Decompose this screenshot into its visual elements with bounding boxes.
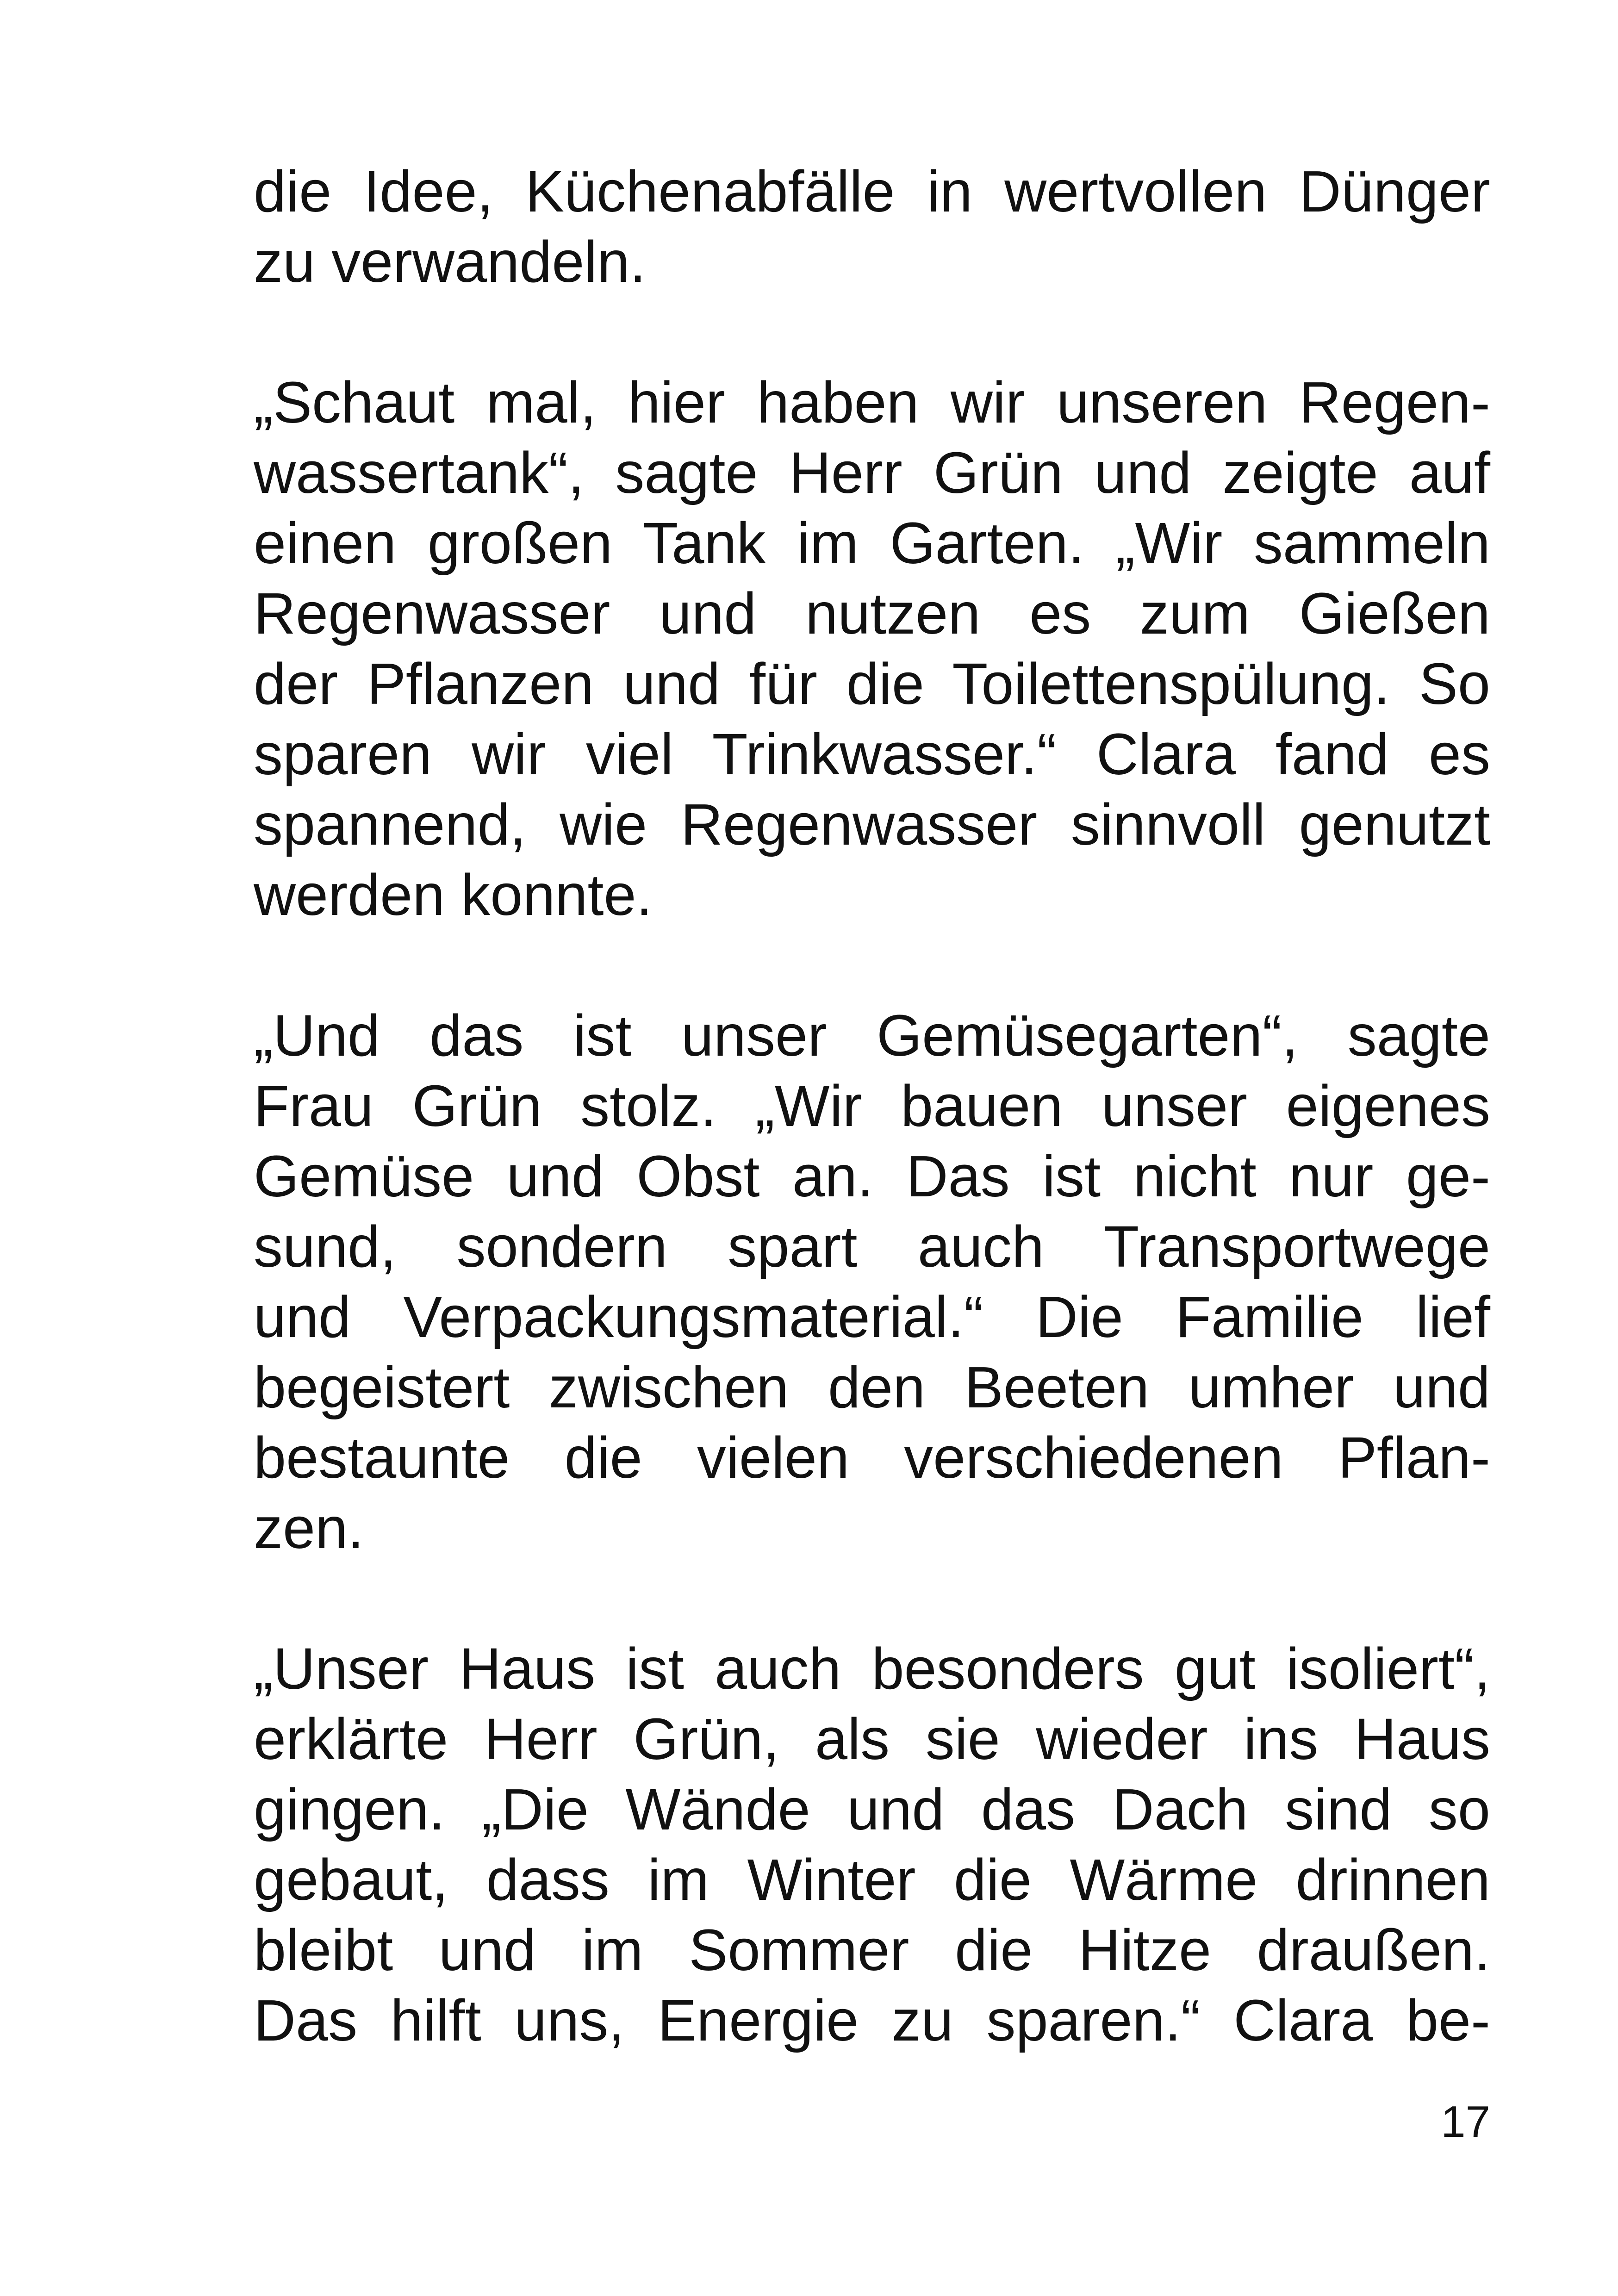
paragraph	[254, 367, 1490, 930]
text-line: zu verwandeln.	[254, 229, 646, 294]
page-number: 17	[1441, 2097, 1490, 2147]
text-line: die Idee, Küchenabfälle in wertvollen Dünger	[254, 159, 1490, 224]
text-line: zen.	[254, 1495, 364, 1561]
paragraph-gap	[254, 930, 1490, 1001]
paragraph	[254, 1634, 1490, 2056]
text-line: sparen wir viel Trinkwasser.“ Clara fand es	[254, 722, 1490, 787]
paragraph	[254, 156, 1490, 297]
paragraph-gap	[254, 1563, 1490, 1634]
text-line: werden konnte.	[254, 862, 653, 927]
text-line: bleibt und im Sommer die Hitze draußen.	[254, 1917, 1490, 1983]
text-line: „Unser Haus ist auch besonders gut isoliert“,	[254, 1636, 1490, 1701]
text-line: und Verpackungsmaterial.“ Die Familie lief	[254, 1284, 1490, 1350]
text-line: erklärte Herr Grün, als sie wieder ins Haus	[254, 1706, 1490, 1772]
text-line: spannend, wie Regenwasser sinnvoll genutzt	[254, 792, 1490, 857]
text-line: Frau Grün stolz. „Wir bauen unser eigenes	[254, 1073, 1490, 1139]
text-line: sund, sondern spart auch Transportwege	[254, 1214, 1490, 1279]
text-line: gingen. „Die Wände und das Dach sind so	[254, 1777, 1490, 1842]
text-line: einen großen Tank im Garten. „Wir sammeln	[254, 510, 1490, 576]
text-line: Das hilft uns, Energie zu sparen.“ Clara be-	[254, 1988, 1490, 2053]
text-line: „Schaut mal, hier haben wir unseren Regen-	[254, 370, 1490, 435]
paragraph	[254, 1001, 1490, 1563]
text-line: gebaut, dass im Winter die Wärme drinnen	[254, 1847, 1490, 1912]
text-line: Gemüse und Obst an. Das ist nicht nur ge-	[254, 1144, 1490, 1209]
paragraph-gap	[254, 297, 1490, 367]
text-line: wassertank“, sagte Herr Grün und zeigte auf	[254, 440, 1490, 505]
text-line: bestaunte die vielen verschiedenen Pflan-	[254, 1425, 1490, 1490]
text-line: Regenwasser und nutzen es zum Gießen	[254, 581, 1490, 646]
text-line: „Und das ist unser Gemüsegarten“, sagte	[254, 1003, 1490, 1068]
body-text	[254, 156, 1490, 2056]
text-line: der Pflanzen und für die Toilettenspülung. So	[254, 651, 1490, 716]
text-line: begeistert zwischen den Beeten umher und	[254, 1355, 1490, 1420]
